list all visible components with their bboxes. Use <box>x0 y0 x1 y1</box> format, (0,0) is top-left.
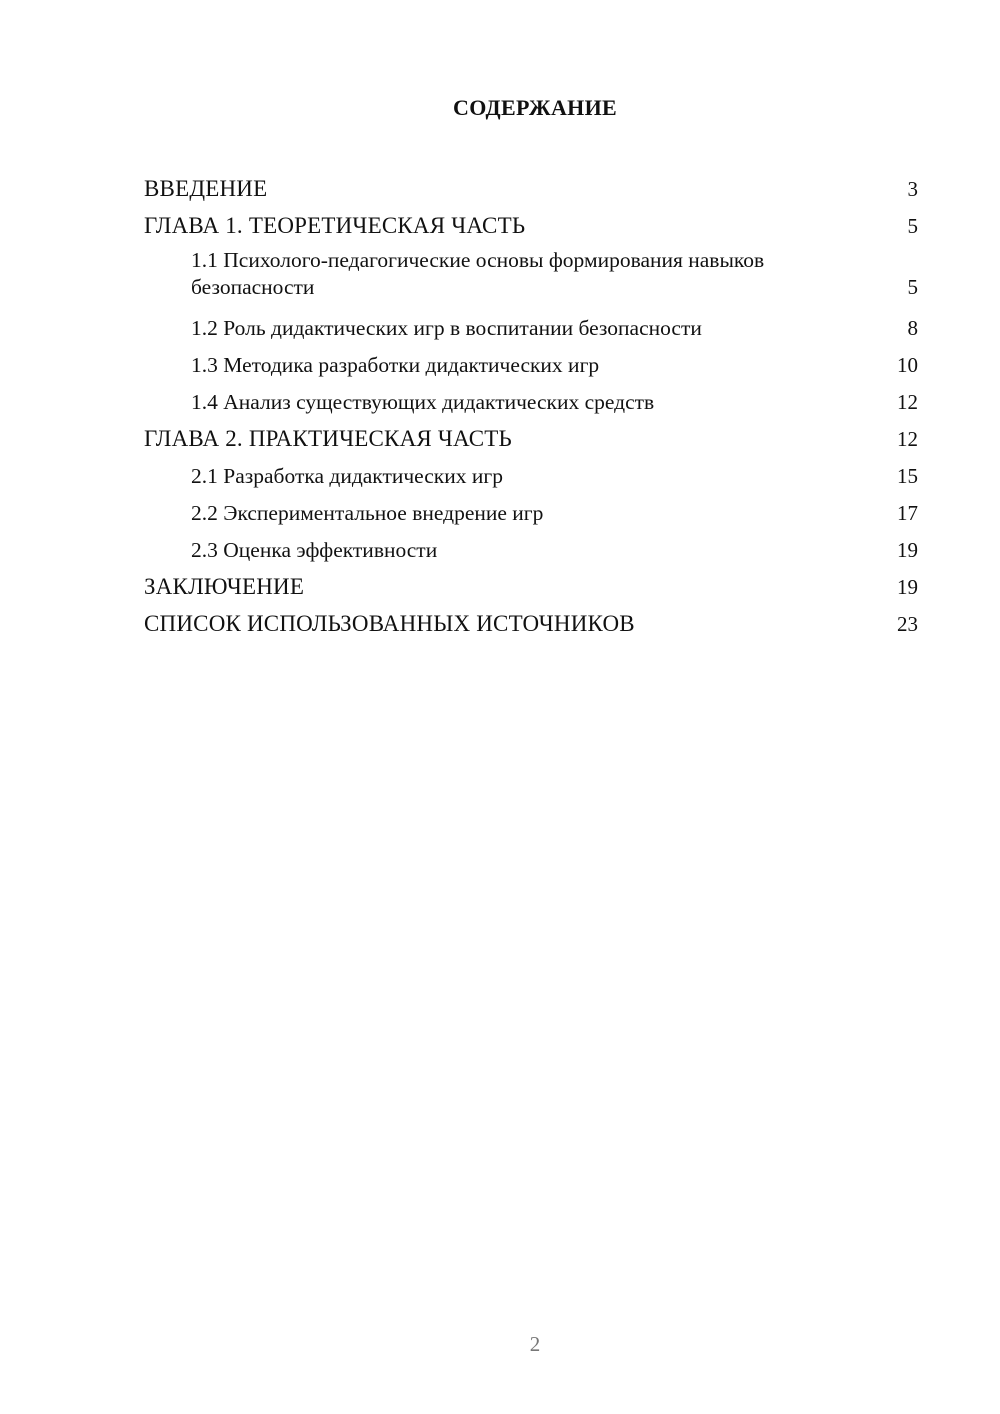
toc-entry-page: 17 <box>897 501 918 525</box>
page-title: СОДЕРЖАНИЕ <box>453 95 617 120</box>
toc-entry-page: 12 <box>897 390 918 414</box>
toc-entry-page: 19 <box>897 575 918 599</box>
toc-entry-label: ЗАКЛЮЧЕНИЕ <box>144 574 305 599</box>
toc-entry-references[interactable] <box>144 603 918 640</box>
toc-entry-page: 23 <box>897 612 918 636</box>
toc-entry-label: ГЛАВА 1. ТЕОРЕТИЧЕСКАЯ ЧАСТЬ <box>144 213 526 238</box>
toc-entry-conclusion[interactable] <box>144 566 918 603</box>
toc-entry-label: 1.1 Психолого-педагогические основы формирования навыков безопасности <box>191 248 765 299</box>
toc-entry-page: 5 <box>907 214 918 238</box>
toc-entry-page: 19 <box>897 538 918 562</box>
toc-entry-label: 1.2 Роль дидактических игр в воспитании безопасности <box>191 316 702 340</box>
toc-entry-page: 8 <box>907 316 918 340</box>
table-of-contents <box>144 168 918 640</box>
toc-entry-chapter-2[interactable] <box>144 418 918 455</box>
toc-entry-label: 2.1 Разработка дидактических игр <box>191 464 503 488</box>
toc-entry-section-1-2[interactable] <box>144 307 918 344</box>
toc-entry-section-1-3[interactable] <box>144 344 918 381</box>
toc-entry-page: 5 <box>907 275 918 299</box>
toc-entry-label: СПИСОК ИСПОЛЬЗОВАННЫХ ИСТОЧНИКОВ <box>144 611 635 636</box>
toc-entry-page: 12 <box>897 427 918 451</box>
toc-entry-label: 1.3 Методика разработки дидактических игр <box>191 353 600 377</box>
toc-entry-label: 2.3 Оценка эффективности <box>191 538 438 562</box>
toc-entry-page: 10 <box>897 353 918 377</box>
toc-entry-label: ВВЕДЕНИЕ <box>144 176 268 201</box>
toc-entry-page: 3 <box>907 177 918 201</box>
page-number: 2 <box>529 1332 541 1356</box>
toc-entry-label: ГЛАВА 2. ПРАКТИЧЕСКАЯ ЧАСТЬ <box>144 426 512 451</box>
toc-entry-introduction[interactable] <box>144 168 918 205</box>
toc-entry-section-2-3[interactable] <box>144 529 918 566</box>
toc-entry-section-1-1[interactable] <box>144 242 918 307</box>
toc-entry-section-2-2[interactable] <box>144 492 918 529</box>
toc-entry-label: 2.2 Экспериментальное внедрение игр <box>191 501 544 525</box>
toc-entry-section-1-4[interactable] <box>144 381 918 418</box>
toc-entry-section-2-1[interactable] <box>144 455 918 492</box>
toc-entry-page: 15 <box>897 464 918 488</box>
toc-entry-label: 1.4 Анализ существующих дидактических средств <box>191 390 655 414</box>
toc-entry-chapter-1[interactable] <box>144 205 918 242</box>
